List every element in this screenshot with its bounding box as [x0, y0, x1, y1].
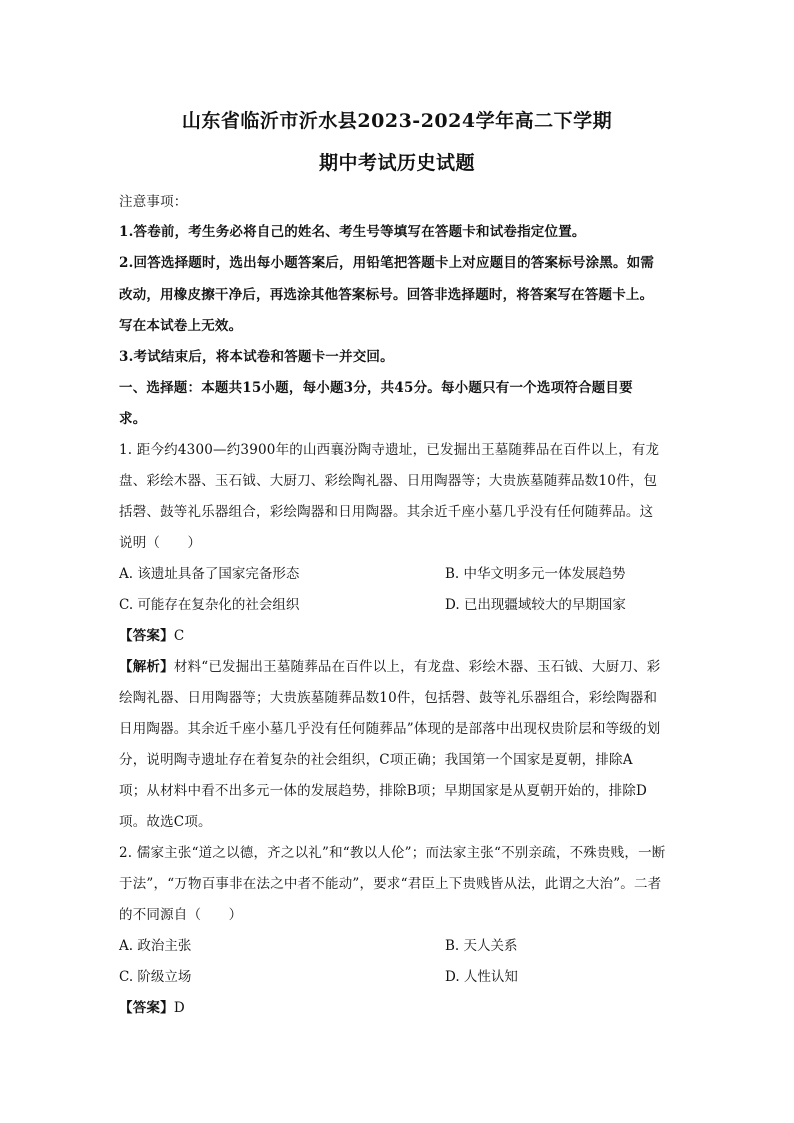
q1-analysis-line-6: 项。故选C项。: [119, 814, 212, 830]
q1-stem-line-3: 括磬、鼓等礼乐器组合，彩绘陶器和日用陶器。其余近千座小墓几乎没有任何随葬品。这: [119, 504, 654, 520]
section-heading-line-2: 求。: [119, 411, 147, 427]
page-title: 山东省临沂市沂水县2023-2024学年高二下学期: [181, 110, 613, 132]
q1-option-d: D. 已出现疆域较大的早期国家: [445, 597, 626, 613]
q1-analysis-line-3: 日用陶器。其余近千座小墓几乎没有任何随葬品”体现的是部落中出现权贵阶层和等级的划: [119, 721, 661, 737]
q1-analysis-line-5: 项；从材料中看不出多元一体的发展趋势，排除B项；早期国家是从夏朝开始的，排除D: [119, 783, 648, 799]
q2-answer-label: 【答案】: [119, 1000, 174, 1016]
q1-analysis-line-2: 绘陶礼器、日用陶器等；大贵族墓随葬品数10件，包括磬、鼓等礼乐器组合，彩绘陶器和: [119, 690, 658, 706]
q1-analysis-line-4: 分，说明陶寺遗址存在着复杂的社会组织，C项正确；我国第一个国家是夏朝，排除A: [119, 752, 633, 768]
section-heading-line-1: 一、选择题：本题共15小题，每小题3分，共45分。每小题只有一个选项符合题目要: [119, 380, 633, 396]
note-2-line-3: 写在本试卷上无效。: [119, 318, 243, 334]
q1-analysis-label: 【解析】: [119, 659, 174, 675]
q2-answer-value: D: [173, 1000, 185, 1016]
q2-option-b: B. 天人关系: [445, 938, 518, 954]
q2-stem-line-2: 于法”，“万物百事非在法之中者不能动”，要求“君臣上下贵贱皆从法，此谓之大治”。二者: [119, 876, 662, 892]
q1-stem-line-2: 盘、彩绘木器、玉石钺、大厨刀、彩绘陶礼器、日用陶器等；大贵族墓随葬品数10件，包: [119, 473, 658, 489]
q1-answer-value: C: [173, 628, 185, 644]
note-2-line-1: 2.回答选择题时，选出每小题答案后，用铅笔把答题卡上对应题目的答案标号涂黑。如需: [119, 255, 655, 271]
note-1: 1.答卷前，考生务必将自己的姓名、考生号等填写在答题卡和试卷指定位置。: [119, 224, 586, 240]
q2-option-c: C. 阶级立场: [119, 969, 192, 985]
note-2-line-2: 改动，用橡皮擦干净后，再选涂其他答案标号。回答非选择题时，将答案写在答题卡上。: [119, 287, 654, 303]
q1-stem-line-4: 说明（ ）: [119, 535, 202, 551]
q2-stem-line-3: 的不同源自（ ）: [119, 907, 243, 923]
q1-option-b: B. 中华文明多元一体发展趋势: [445, 566, 626, 582]
q1-stem-line-1: 1. 距今约4300—约3900年的山西襄汾陶寺遗址，已发掘出王墓随葬品在百件以上，有龙: [119, 442, 660, 458]
q1-option-c: C. 可能存在复杂化的社会组织: [119, 597, 300, 613]
q2-option-a: A. 政治主张: [119, 938, 192, 954]
q1-option-a: A. 该遗址具备了国家完备形态: [119, 566, 300, 582]
q1-answer-label: 【答案】: [119, 628, 174, 644]
notes-heading: 注意事项：: [119, 194, 188, 210]
q2-option-d: D. 人性认知: [445, 969, 518, 985]
page-subtitle: 期中考试历史试题: [318, 152, 475, 174]
q2-answer: [119, 996, 675, 1016]
note-3: 3.考试结束后，将本试卷和答题卡一并交回。: [119, 349, 394, 365]
q2-stem-line-1: 2. 儒家主张“道之以德，齐之以礼”和“教以人伦”；而法家主张“不别亲疏，不殊贵贱，一断: [119, 845, 666, 861]
q1-answer: [119, 624, 675, 644]
q1-analysis-text: 材料“已发掘出王墓随葬品在百件以上，有龙盘、彩绘木器、玉石钺、大厨刀、彩: [173, 659, 661, 675]
q1-analysis-line-1: [119, 655, 675, 675]
